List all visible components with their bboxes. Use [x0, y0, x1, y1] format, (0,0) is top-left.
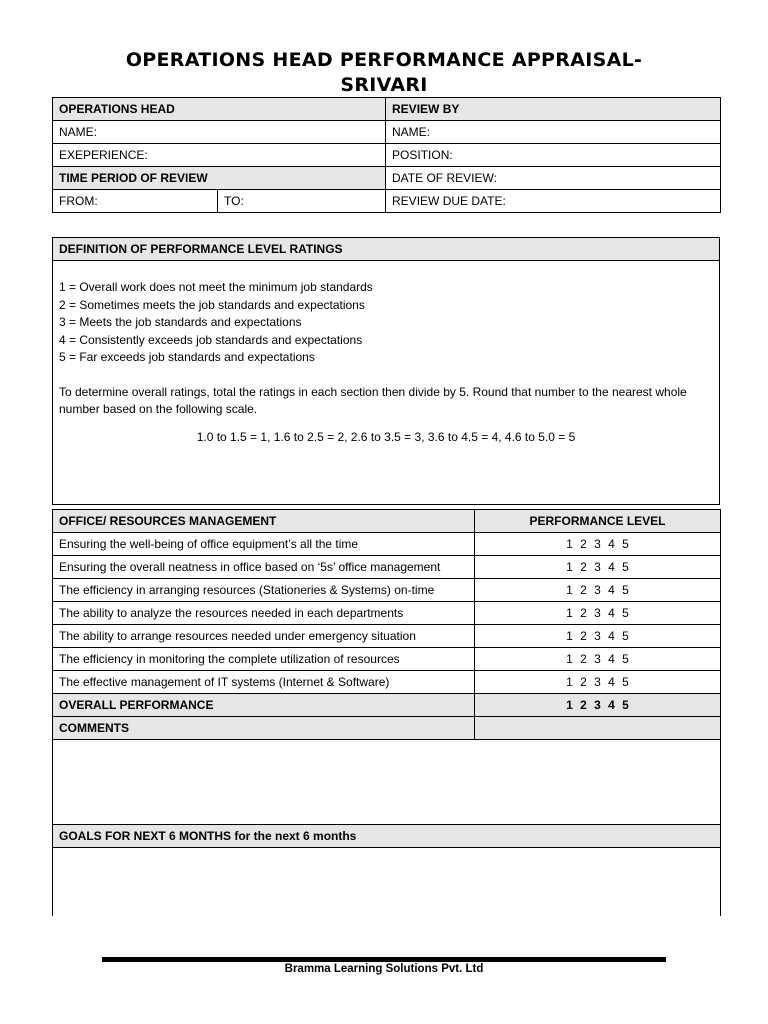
rating-option[interactable]: 5	[622, 652, 629, 666]
rating-option[interactable]: 4	[608, 675, 615, 689]
rating-option[interactable]: 1	[566, 606, 573, 620]
rating-option[interactable]: 5	[622, 698, 629, 712]
definitions-table	[52, 237, 720, 505]
rating-option[interactable]: 3	[594, 675, 601, 689]
rating-options[interactable]	[475, 579, 721, 602]
rating-option[interactable]: 1	[566, 698, 573, 712]
rating-option[interactable]: 5	[622, 560, 629, 574]
rating-option[interactable]: 4	[608, 537, 615, 551]
rating-option[interactable]: 2	[580, 560, 587, 574]
to-field[interactable]: TO:	[218, 190, 386, 213]
criterion-label: Ensuring the well-being of office equipment’s all the time	[53, 533, 475, 556]
reviewer-name-field[interactable]: NAME:	[386, 121, 721, 144]
header-info-table	[52, 97, 721, 213]
definitions-heading: DEFINITION OF PERFORMANCE LEVEL RATINGS	[53, 238, 720, 261]
rating-option[interactable]: 3	[594, 560, 601, 574]
overall-rating-options[interactable]	[475, 694, 721, 717]
footer-rule	[102, 957, 666, 962]
overall-performance-label: OVERALL PERFORMANCE	[53, 694, 475, 717]
time-period-heading: TIME PERIOD OF REVIEW	[53, 167, 386, 190]
rating-option[interactable]: 3	[594, 537, 601, 551]
performance-level-heading: PERFORMANCE LEVEL	[475, 510, 721, 533]
criterion-label: Ensuring the overall neatness in office based on ‘5s’ office management	[53, 556, 475, 579]
rating-option[interactable]: 2	[580, 606, 587, 620]
rating-option[interactable]: 1	[566, 560, 573, 574]
criterion-label: The ability to analyze the resources needed in each departments	[53, 602, 475, 625]
comments-label: COMMENTS	[53, 717, 475, 740]
rating-options[interactable]	[475, 533, 721, 556]
rating-option[interactable]: 2	[580, 675, 587, 689]
comments-area[interactable]	[53, 740, 721, 825]
footer-text: Bramma Learning Solutions Pvt. Ltd	[284, 963, 484, 975]
goals-label: GOALS FOR NEXT 6 MONTHS for the next 6 months	[53, 825, 721, 848]
employee-name-field[interactable]: NAME:	[53, 121, 386, 144]
rating-option[interactable]: 1	[566, 629, 573, 643]
rating-option[interactable]: 3	[594, 629, 601, 643]
level-definition: 5 = Far exceeds job standards and expectations	[59, 350, 315, 364]
level-definition: 4 = Consistently exceeds job standards and expectations	[59, 332, 363, 347]
experience-field[interactable]: EXEPERIENCE:	[53, 144, 386, 167]
review-by-heading: REVIEW BY	[386, 98, 721, 121]
criterion-label: The ability to arrange resources needed under emergency situation	[53, 625, 475, 648]
rating-option[interactable]: 1	[566, 583, 573, 597]
level-definition: 3 = Meets the job standards and expectations	[59, 315, 302, 329]
rating-options[interactable]	[475, 648, 721, 671]
management-table	[52, 509, 721, 916]
rating-option[interactable]: 3	[594, 606, 601, 620]
rating-option[interactable]: 1	[566, 537, 573, 551]
rating-option[interactable]: 4	[608, 583, 615, 597]
rating-option[interactable]: 5	[622, 583, 629, 597]
page-title-line-1: OPERATIONS HEAD PERFORMANCE APPRAISAL-	[125, 49, 643, 71]
rating-option[interactable]: 4	[608, 560, 615, 574]
rating-option[interactable]: 5	[622, 606, 629, 620]
definitions-body	[53, 261, 720, 505]
date-of-review-field[interactable]: DATE OF REVIEW:	[386, 167, 721, 190]
rating-option[interactable]: 3	[594, 652, 601, 666]
goals-area[interactable]	[53, 848, 721, 917]
rating-option[interactable]: 3	[594, 698, 601, 712]
position-field[interactable]: POSITION:	[386, 144, 721, 167]
rating-option[interactable]: 5	[622, 629, 629, 643]
criterion-label: The efficiency in monitoring the complete utilization of resources	[53, 648, 475, 671]
rating-option[interactable]: 5	[622, 537, 629, 551]
rating-option[interactable]: 3	[594, 583, 601, 597]
rating-options[interactable]	[475, 556, 721, 579]
management-heading: OFFICE/ RESOURCES MANAGEMENT	[53, 510, 475, 533]
rating-options[interactable]	[475, 602, 721, 625]
rating-option[interactable]: 4	[608, 698, 615, 712]
level-definition: 2 = Sometimes meets the job standards and expectations	[59, 297, 365, 312]
from-field[interactable]: FROM:	[53, 190, 218, 213]
comments-label-blank	[475, 717, 721, 740]
page-title	[0, 48, 768, 98]
rating-option[interactable]: 4	[608, 652, 615, 666]
rating-options[interactable]	[475, 625, 721, 648]
rating-option[interactable]: 4	[608, 629, 615, 643]
criterion-label: The efficiency in arranging resources (Stationeries & Systems) on-time	[53, 579, 475, 602]
rating-scale: 1.0 to 1.5 = 1, 1.6 to 2.5 = 2, 2.6 to 3.5 = 3, 3.6 to 4.5 = 4, 4.6 to 5.0 = 5	[196, 429, 576, 444]
rating-option[interactable]: 4	[608, 606, 615, 620]
rating-option[interactable]: 1	[566, 675, 573, 689]
page-title-line-2: SRIVARI	[340, 74, 428, 96]
rating-options[interactable]	[475, 671, 721, 694]
criterion-label: The effective management of IT systems (Internet & Software)	[53, 671, 475, 694]
operations-head-heading: OPERATIONS HEAD	[53, 98, 386, 121]
rating-option[interactable]: 5	[622, 675, 629, 689]
rating-option[interactable]: 2	[580, 629, 587, 643]
rating-instructions: To determine overall ratings, total the ratings in each section then divide by 5. Round that number to the nearest whole number based on the following scale.	[59, 384, 687, 416]
rating-option[interactable]: 2	[580, 652, 587, 666]
rating-option[interactable]: 2	[580, 537, 587, 551]
level-definition: 1 = Overall work does not meet the minimum job standards	[59, 280, 373, 294]
rating-option[interactable]: 2	[580, 698, 587, 712]
rating-option[interactable]: 1	[566, 652, 573, 666]
review-due-date-field[interactable]: REVIEW DUE DATE:	[386, 190, 721, 213]
rating-option[interactable]: 2	[580, 583, 587, 597]
